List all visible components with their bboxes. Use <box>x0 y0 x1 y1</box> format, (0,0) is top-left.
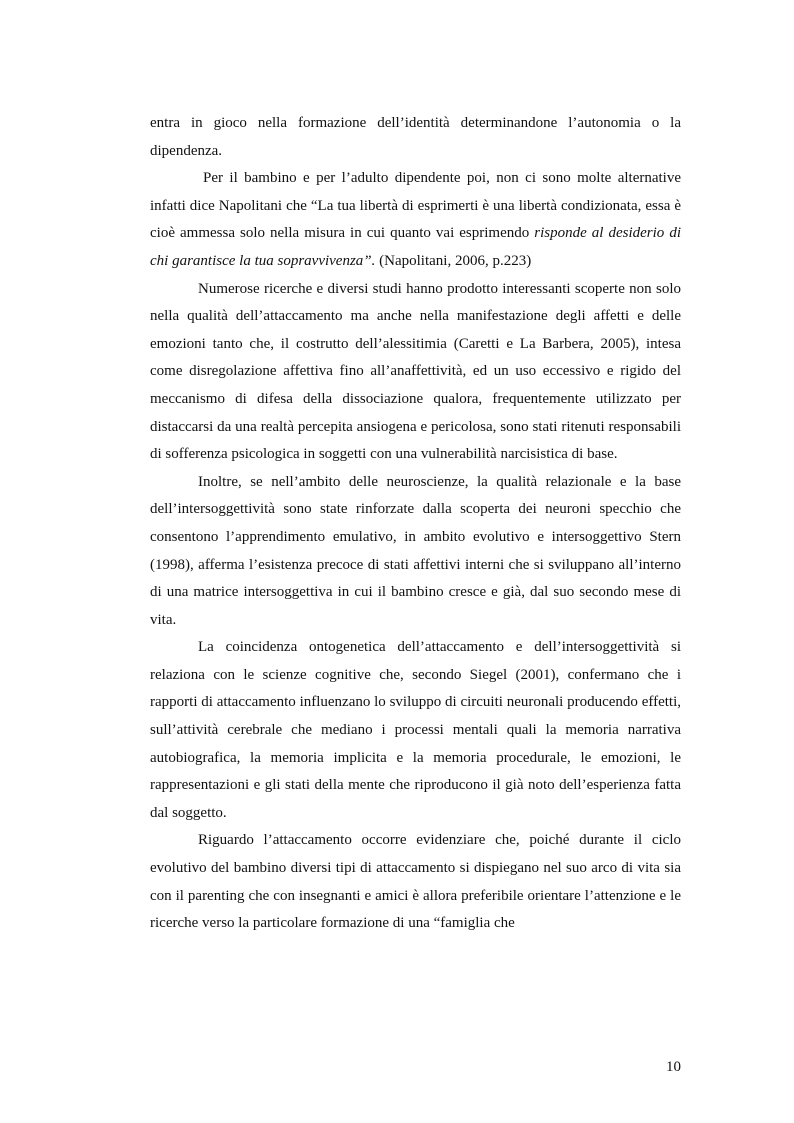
paragraph-alessitimia: Numerose ricerche e diversi studi hanno prodotto interessanti scoperte non solo nella qualità dell’attaccamento ma anche nella manifestazione degli affetti e delle emozioni tanto che, il costrutto dell’alessitimia (Caretti e La Barbera, 2005), intesa come disregolazione affettiva fino all’anaffettività, ed un uso eccessivo e rigido del meccanismo di difesa della dissociazione qualora, frequentemente utilizzato per distaccarsi da una realtà percepita ansiogena e pericolosa, sono stati ritenuti responsabili di sofferenza psicologica in soggetti con una vulnerabilità narcisistica di base. <box>150 280 681 463</box>
paragraph-ontogenetica: La coincidenza ontogenetica dell’attaccamento e dell’intersoggettività si relaziona con le scienze cognitive che, secondo Siegel (2001), confermano che i rapporti di attaccamento influenzano lo sviluppo di circuiti neuronali producendo effetti, sull’attività cerebrale che mediano i processi mentali quali la memoria narrativa autobiografica, la memoria implicita e la memoria procedurale, le emozioni, le rappresentazioni e gli stati della mente che riproducono il già noto dell’esperienza fatta dal soggetto. <box>150 639 681 821</box>
paragraph-intersoggettivita: Inoltre, se nell’ambito delle neuroscienze, la qualità relazionale e la base dell’intersoggettività sono state rinforzate dalla scoperta dei neuroni specchio che consentono l’apprendimento emulativo, in ambito evolutivo e intersoggettivo Stern (1998), afferma l’esistenza precoce di stati affettivi interni che si sviluppano all’interno di una matrice intersoggettiva in cui il bambino cresce e già, dal suo secondo mese di vita. <box>150 473 681 628</box>
paragraph-napolitani-quote <box>150 165 681 275</box>
citation-text: (Napolitani, 2006, p.223) <box>375 252 532 269</box>
quote-text: “La tua libertà di esprimerti è una libertà condizionata, essa è cioè ammessa solo nella misura in cui quanto vai esprimendo <box>150 197 681 242</box>
paragraph-attaccamento: Riguardo l’attaccamento occorre evidenziare che, poiché durante il ciclo evolutivo del bambino diversi tipi di attaccamento si dispiegano nel suo arco di vita sia con il parenting che con insegnanti e amici è allora preferibile orientare l’attenzione e le ricerche verso la particolare formazione di una “famiglia che <box>150 832 681 932</box>
body-text <box>150 110 681 938</box>
page-number: 10 <box>666 1059 681 1075</box>
paragraph-continuation: entra in gioco nella formazione dell’identità determinandone l’autonomia o la dipendenza. <box>150 115 681 159</box>
paragraph-intro-text: Per il bambino e per l’adulto dipendente poi, non ci sono molte alternative infatti dice Napolitani che <box>150 170 681 214</box>
quote-italic-text: risponde al desiderio di chi garantisce la tua sopravvivenza”. <box>150 225 681 269</box>
